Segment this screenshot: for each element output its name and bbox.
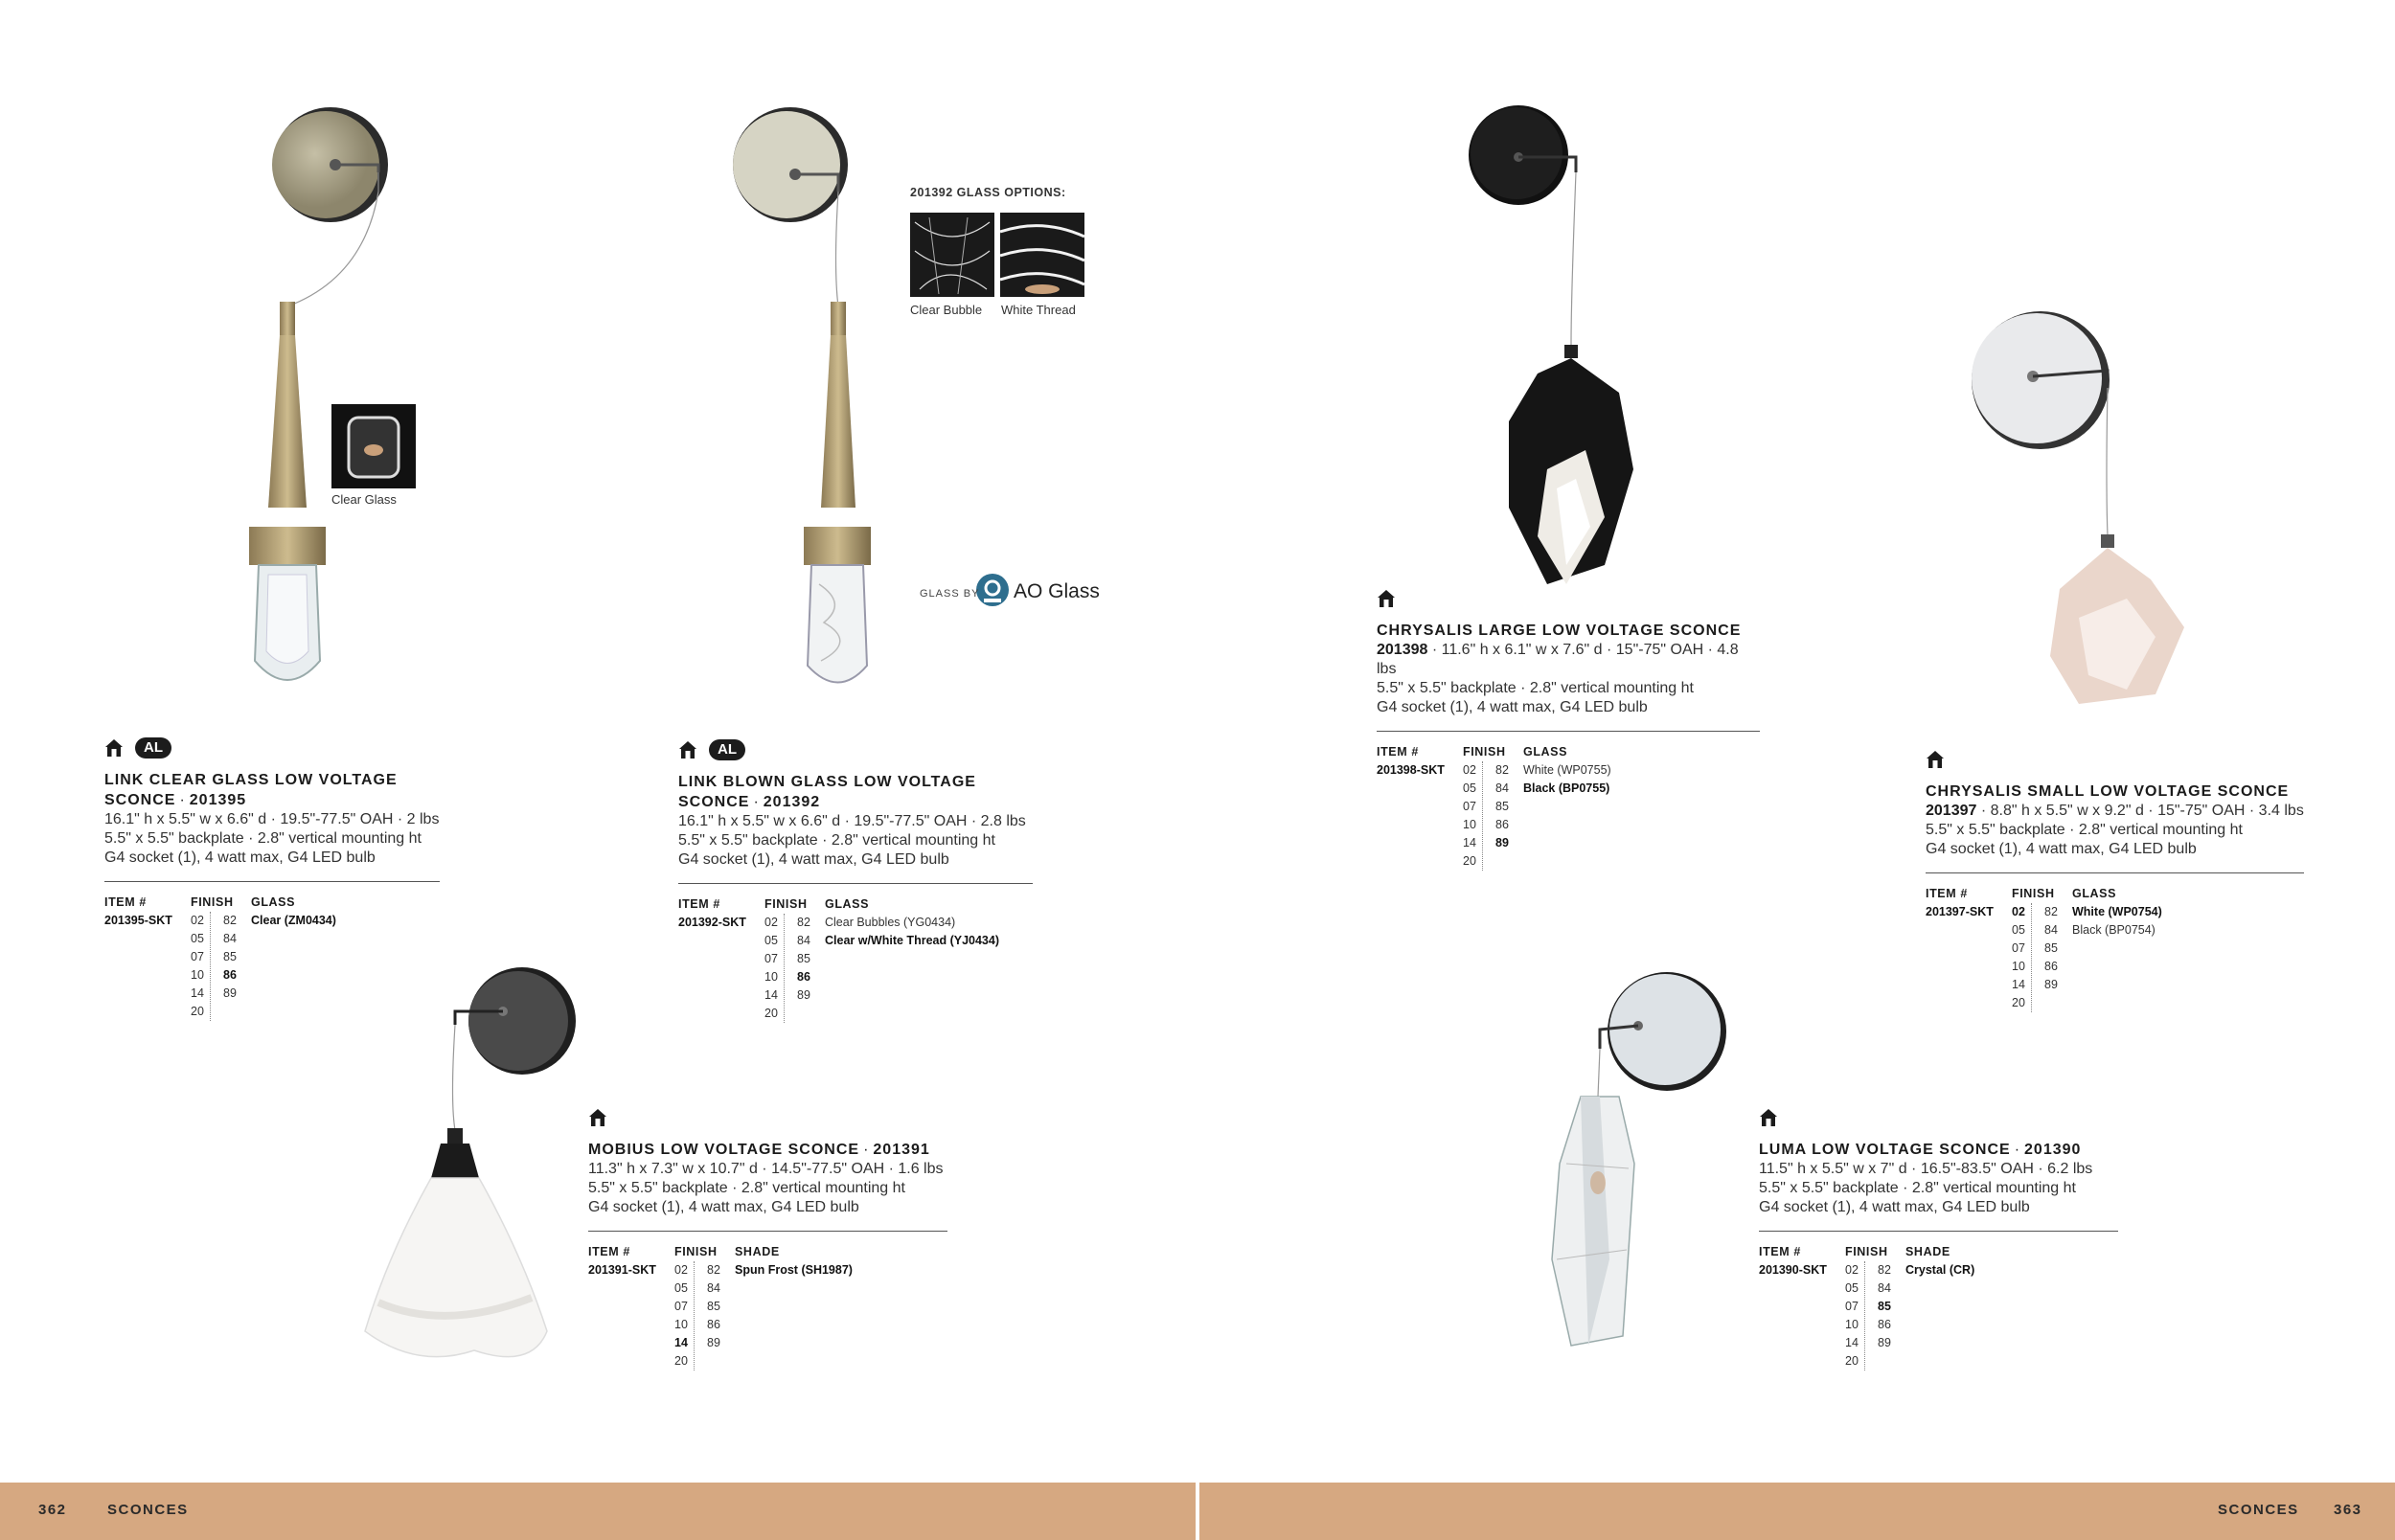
footer-bar-right xyxy=(1199,1483,2395,1540)
divider xyxy=(1759,1231,2118,1232)
sku: 201392-SKT xyxy=(678,916,746,929)
glass-header: GLASS xyxy=(1523,745,1568,759)
finish-header: FINISH xyxy=(1463,745,1506,759)
glass-option-white-thread: White Thread xyxy=(1001,303,1076,317)
finish-header: FINISH xyxy=(764,897,808,911)
glass-options: White (WP0754) Black (BP0754) xyxy=(2072,905,2162,937)
spec-table xyxy=(104,894,440,1028)
shade-header: SHADE xyxy=(1905,1245,1950,1258)
indoor-house-icon xyxy=(1377,589,1396,608)
glass-options: White (WP0755) Black (BP0755) xyxy=(1523,763,1611,795)
item-header: ITEM # xyxy=(104,895,147,909)
product-title: MOBIUS LOW VOLTAGE SCONCE · 201391 xyxy=(588,1142,930,1158)
sku: 201398-SKT xyxy=(1377,763,1445,777)
finish-col-b: 82 84 85 86 89 xyxy=(2044,905,2058,991)
glass-options: Clear Bubbles (YG0434) Clear w/White Thread (YJ0434) xyxy=(825,916,1000,947)
product-chrysalis-large xyxy=(1377,586,1760,877)
item-header: ITEM # xyxy=(588,1245,630,1258)
divider xyxy=(678,883,1033,884)
left-page-number: 362 xyxy=(38,1502,67,1518)
finish-col-b: 82 84 85 86 89 xyxy=(797,916,810,1002)
indoor-house-icon xyxy=(1759,1108,1778,1127)
clear-bubble-swatch-image xyxy=(910,213,994,297)
finish-col-b: 82 84 85 86 89 xyxy=(707,1263,720,1349)
finish-col-b: 82 84 85 86 89 xyxy=(1495,763,1509,849)
luma-sconce-image xyxy=(1542,972,1734,1355)
spec-table xyxy=(588,1243,947,1377)
product-link-blown xyxy=(678,737,1033,1030)
divider xyxy=(1377,731,1760,732)
glass-header: GLASS xyxy=(251,895,296,909)
clear-glass-swatch-image xyxy=(331,404,416,488)
al-badge: AL xyxy=(135,737,171,759)
product-title: LINK CLEAR GLASS LOW VOLTAGE SCONCE · 201395 xyxy=(104,772,398,808)
indoor-house-icon xyxy=(588,1108,607,1127)
spec-table xyxy=(678,895,1033,1030)
sku: 201395-SKT xyxy=(104,914,172,927)
right-section-label: SCONCES xyxy=(2218,1502,2299,1518)
product-title: LINK BLOWN GLASS LOW VOLTAGE SCONCE · 201392 xyxy=(678,774,976,810)
al-badge: AL xyxy=(709,739,745,760)
product-specs: 16.1" h x 5.5" w x 6.6" d · 19.5"-77.5" OAH · 2 lbs 5.5" x 5.5" backplate · 2.8" vertical mounting ht G4 socket (1), 4 watt max, G4 LED bulb xyxy=(104,811,440,866)
glass-header: GLASS xyxy=(2072,887,2117,900)
finish-header: FINISH xyxy=(1845,1245,1888,1258)
white-thread-swatch-image xyxy=(1000,213,1084,297)
divider xyxy=(1926,872,2304,873)
item-header: ITEM # xyxy=(678,897,720,911)
indoor-house-icon xyxy=(678,740,697,759)
divider xyxy=(104,881,440,882)
product-specs: 16.1" h x 5.5" w x 6.6" d · 19.5"-77.5" OAH · 2.8 lbs 5.5" x 5.5" backplate · 2.8" vertical mounting ht G4 socket (1), 4 watt max, G4 LED bulb xyxy=(678,813,1026,868)
left-section-label: SCONCES xyxy=(107,1502,189,1518)
ao-glass-logo-icon xyxy=(975,573,1010,607)
product-specs: 201398 · 11.6" h x 6.1" w x 7.6" d · 15"-75" OAH · 4.8 lbs 5.5" x 5.5" backplate · 2.8" vertical mounting ht G4 socket (1), 4 watt max, G4 LED bulb xyxy=(1377,642,1739,715)
glass-by-label: GLASS BY xyxy=(920,588,980,600)
item-header: ITEM # xyxy=(1926,887,1968,900)
spec-table xyxy=(1926,885,2304,1019)
finish-header: FINISH xyxy=(674,1245,718,1258)
finish-col-a: 02 05 07 10 14 20 xyxy=(674,1261,695,1370)
finish-col-a: 02 05 07 10 14 20 xyxy=(764,914,785,1023)
product-title: CHRYSALIS LARGE LOW VOLTAGE SCONCE xyxy=(1377,623,1742,639)
shade-option: Spun Frost (SH1987) xyxy=(735,1263,853,1277)
product-mobius xyxy=(588,1105,947,1377)
shade-header: SHADE xyxy=(735,1245,780,1258)
sku: 201390-SKT xyxy=(1759,1263,1827,1277)
chrysalis-small-sconce-image xyxy=(1964,311,2194,704)
finish-col-a: 02 05 07 10 14 20 xyxy=(1463,761,1483,871)
glass-options-title: 201392 GLASS OPTIONS: xyxy=(910,186,1066,199)
product-specs: 11.5" h x 5.5" w x 7" d · 16.5"-83.5" OAH · 6.2 lbs 5.5" x 5.5" backplate · 2.8" vertical mounting ht G4 socket (1), 4 watt max, G4 LED bulb xyxy=(1759,1161,2093,1215)
finish-col-a: 02 05 07 10 14 20 xyxy=(2012,903,2032,1012)
finish-header: FINISH xyxy=(191,895,234,909)
finish-col-a: 02 05 07 10 14 20 xyxy=(191,912,211,1021)
glass-header: GLASS xyxy=(825,897,870,911)
clear-glass-caption: Clear Glass xyxy=(331,492,397,507)
indoor-house-icon xyxy=(1926,750,1945,769)
finish-col-a: 02 05 07 10 14 20 xyxy=(1845,1261,1865,1370)
glass-option: Clear (ZM0434) xyxy=(251,914,336,927)
product-luma xyxy=(1759,1105,2118,1377)
sku: 201397-SKT xyxy=(1926,905,1994,918)
product-specs: 11.3" h x 7.3" w x 10.7" d · 14.5"-77.5" OAH · 1.6 lbs 5.5" x 5.5" backplate · 2.8" vertical mounting ht G4 socket (1), 4 watt max, G4 LED bulb xyxy=(588,1161,944,1215)
finish-header: FINISH xyxy=(2012,887,2055,900)
item-header: ITEM # xyxy=(1759,1245,1801,1258)
glass-by-brand: AO Glass xyxy=(1014,580,1100,602)
product-specs: 201397 · 8.8" h x 5.5" w x 9.2" d · 15"-75" OAH · 3.4 lbs 5.5" x 5.5" backplate · 2.8" vertical mounting ht G4 socket (1), 4 watt max, G4 LED bulb xyxy=(1926,803,2304,857)
shade-option: Crystal (CR) xyxy=(1905,1263,1975,1277)
item-header: ITEM # xyxy=(1377,745,1419,759)
spec-table xyxy=(1759,1243,2118,1377)
finish-col-b: 82 84 85 86 89 xyxy=(223,914,237,1000)
right-page-number: 363 xyxy=(2334,1502,2362,1518)
product-link-clear xyxy=(104,736,440,1028)
glass-option-clear-bubble: Clear Bubble xyxy=(910,303,983,317)
spec-table xyxy=(1377,743,1760,877)
product-title: CHRYSALIS SMALL LOW VOLTAGE SCONCE xyxy=(1926,783,2290,800)
chrysalis-large-sconce-image xyxy=(1451,105,1662,603)
product-title: LUMA LOW VOLTAGE SCONCE · 201390 xyxy=(1759,1142,2082,1158)
product-chrysalis-small xyxy=(1926,747,2304,1019)
indoor-house-icon xyxy=(104,738,124,758)
divider xyxy=(588,1231,947,1232)
sku: 201391-SKT xyxy=(588,1263,656,1277)
footer-bar-left xyxy=(0,1483,1196,1540)
mobius-sconce-image xyxy=(359,967,589,1389)
finish-col-b: 82 84 85 86 89 xyxy=(1878,1263,1891,1349)
link-blown-sconce-image xyxy=(714,105,905,709)
